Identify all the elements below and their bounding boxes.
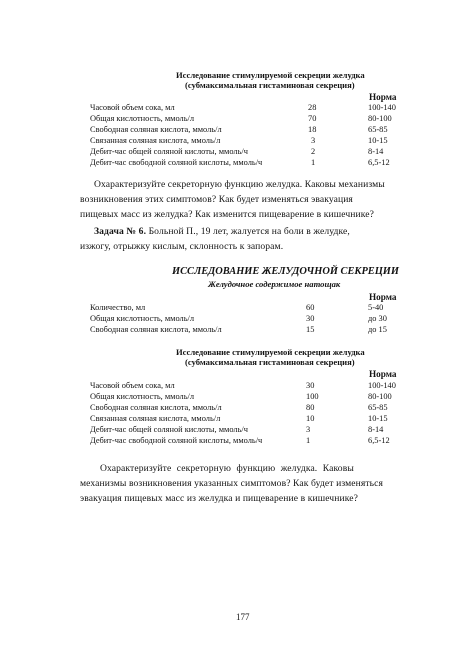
table3-title: Исследование стимулируемой секреции желудка <box>176 347 365 357</box>
table1-row-label: Связанная соляная кислота, ммоль/л <box>90 136 221 145</box>
table1-row-label: Часовой объем сока, мл <box>90 103 175 112</box>
table3-row-value: 3 <box>306 425 311 434</box>
table1-row-norm: 10-15 <box>368 136 388 145</box>
table1-row-value: 18 <box>308 125 317 134</box>
table3-row-norm: 10-15 <box>368 414 388 423</box>
table1-row-norm: 65-85 <box>368 125 388 134</box>
table3-row-label: Часовой объем сока, мл <box>90 381 175 390</box>
table3-row-value: 10 <box>306 414 315 423</box>
table3-subtitle: (субмаксимальная гистаминовая секреция) <box>185 357 355 367</box>
table2-row-value: 30 <box>306 314 315 323</box>
page-number: 177 <box>236 612 250 622</box>
paragraph-question-2 <box>80 461 410 506</box>
table3-row-norm: 100-140 <box>368 381 396 390</box>
table3-row-norm: 8-14 <box>368 425 384 434</box>
table1-norma-label: Норма <box>369 92 397 102</box>
table3-row-label: Свободная соляная кислота, ммоль/л <box>90 403 222 412</box>
table2-row-label: Свободная соляная кислота, ммоль/л <box>90 325 222 334</box>
table3-row-value: 1 <box>306 436 311 445</box>
table1-subtitle: (субмаксимальная гистаминовая секреция) <box>185 80 355 90</box>
table3-row-norm: 80-100 <box>368 392 392 401</box>
table1-row-label: Дебит-час общей соляной кислоты, ммоль/ч <box>90 147 248 156</box>
table3-row-norm: 65-85 <box>368 403 388 412</box>
table2-row-norm: до 30 <box>368 314 387 323</box>
paragraph-line: эвакуация пищевых масс из желудка и пищеварение в кишечнике? <box>80 493 358 504</box>
table2-row-value: 15 <box>306 325 315 334</box>
table2-row-label: Количество, мл <box>90 303 146 312</box>
table2-row-value: 60 <box>306 303 315 312</box>
task-label: Задача № 6. <box>94 226 147 237</box>
table3-row-norm: 6,5-12 <box>368 436 390 445</box>
table1-row-norm: 100-140 <box>368 103 396 112</box>
table1-row-label: Дебит-час свободной соляной кислоты, ммоль/ч <box>90 158 263 167</box>
paragraph-line: Охарактеризуйте секреторную функцию желудка. Каковы <box>100 463 354 474</box>
table1-row-value: 2 <box>311 147 316 156</box>
section-subtitle: Желудочное содержимое натощак <box>208 279 341 289</box>
paragraph-line: Охарактеризуйте секреторную функцию желудка. Каковы механизмы <box>94 179 385 190</box>
table2-row-norm: 5-40 <box>368 303 384 312</box>
table1-row-norm: 80-100 <box>368 114 392 123</box>
table1-row-norm: 8-14 <box>368 147 384 156</box>
table1-row-value: 70 <box>308 114 317 123</box>
section-title: ИССЛЕДОВАНИЕ ЖЕЛУДОЧНОЙ СЕКРЕЦИИ <box>172 266 399 277</box>
table3-row-label: Дебит-час общей соляной кислоты, ммоль/ч <box>90 425 248 434</box>
table3-row-value: 30 <box>306 381 315 390</box>
table3-norma-label: Норма <box>369 369 397 379</box>
paragraph-line: механизмы возникновения указанных симптомов? Как будет изменяться <box>80 478 383 489</box>
table1-row-value: 3 <box>311 136 316 145</box>
table1-title: Исследование стимулируемой секреции желудка <box>176 70 365 80</box>
table1-row-value: 28 <box>308 103 317 112</box>
table1-row-value: 1 <box>311 158 316 167</box>
paragraph-line: возникновения этих симптомов? Как будет изменяться эвакуация <box>80 194 353 205</box>
table1-row-label: Общая кислотность, ммоль/л <box>90 114 195 123</box>
paragraph-line: пищевых масс из желудка? Как изменится пищеварение в кишечнике? <box>80 209 375 220</box>
task-text: Больной П., 19 лет, жалуется на боли в желудке, <box>148 226 350 237</box>
table3-row-label: Дебит-час свободной соляной кислоты, ммоль/ч <box>90 436 263 445</box>
task-text: изжогу, отрыжку кислым, склонность к запорам. <box>80 241 284 252</box>
table2-row-norm: до 15 <box>368 325 387 334</box>
table3-row-label: Общая кислотность, ммоль/л <box>90 392 195 401</box>
table1-row-norm: 6,5-12 <box>368 158 390 167</box>
table3-row-value: 80 <box>306 403 315 412</box>
table3-row-label: Связанная соляная кислота, ммоль/л <box>90 414 221 423</box>
task-6 <box>80 224 410 254</box>
table1-row-label: Свободная соляная кислота, ммоль/л <box>90 125 222 134</box>
paragraph-question-1 <box>80 177 410 222</box>
table2-row-label: Общая кислотность, ммоль/л <box>90 314 195 323</box>
table2-norma-label: Норма <box>369 292 397 302</box>
table3-row-value: 100 <box>306 392 319 401</box>
